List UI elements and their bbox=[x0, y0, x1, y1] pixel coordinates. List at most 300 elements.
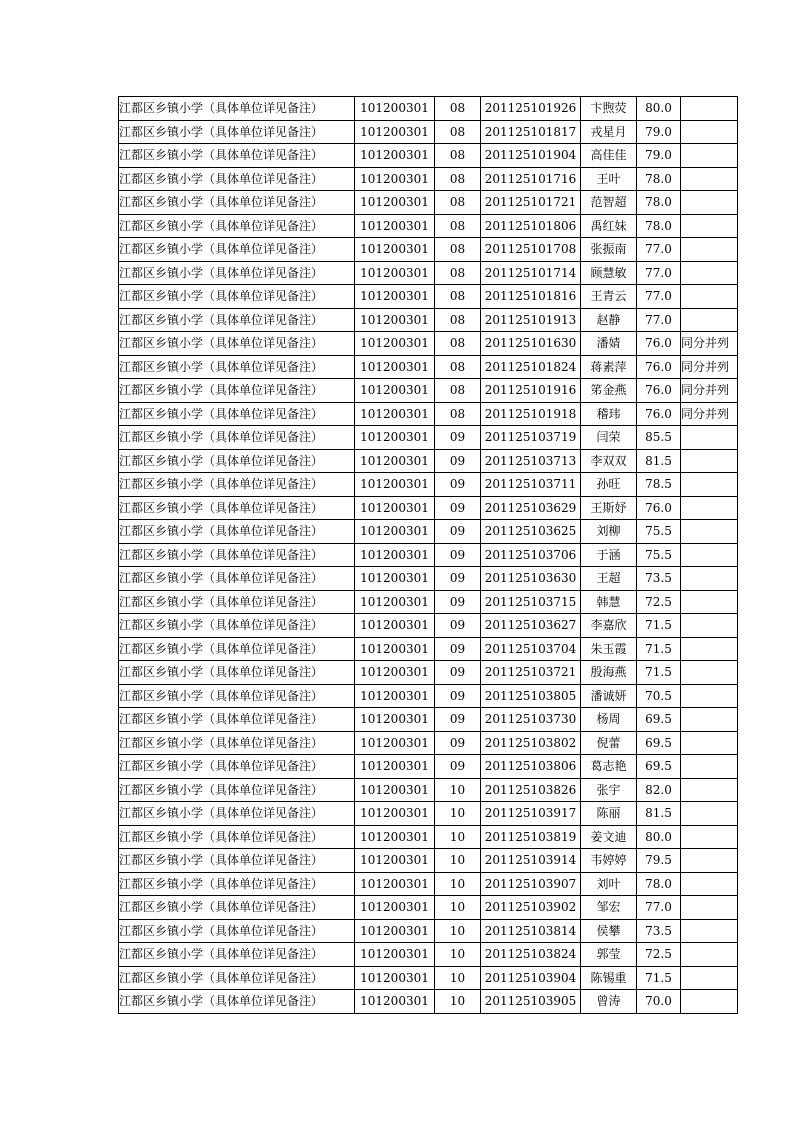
unit-cell: 江都区乡镇小学（具体单位详见备注） bbox=[119, 473, 355, 497]
name-cell: 张振南 bbox=[581, 238, 637, 262]
ticket-number-cell: 201125103904 bbox=[481, 966, 581, 990]
table-row bbox=[119, 966, 738, 990]
table-row bbox=[119, 191, 738, 215]
score-cell: 77.0 bbox=[637, 238, 681, 262]
note-cell bbox=[681, 191, 738, 215]
score-cell: 82.0 bbox=[637, 778, 681, 802]
note-cell: 同分并列 bbox=[681, 332, 738, 356]
ticket-number-cell: 201125103814 bbox=[481, 919, 581, 943]
post-number-cell: 09 bbox=[435, 449, 481, 473]
ticket-number-cell: 201125101816 bbox=[481, 285, 581, 309]
position-code-cell: 101200301 bbox=[355, 708, 435, 732]
position-code-cell: 101200301 bbox=[355, 426, 435, 450]
name-cell: 潘诚妍 bbox=[581, 684, 637, 708]
table-row bbox=[119, 308, 738, 332]
unit-cell: 江都区乡镇小学（具体单位详见备注） bbox=[119, 684, 355, 708]
ticket-number-cell: 201125103625 bbox=[481, 520, 581, 544]
post-number-cell: 09 bbox=[435, 755, 481, 779]
unit-cell: 江都区乡镇小学（具体单位详见备注） bbox=[119, 755, 355, 779]
name-cell: 范智超 bbox=[581, 191, 637, 215]
ticket-number-cell: 201125101630 bbox=[481, 332, 581, 356]
table-row bbox=[119, 896, 738, 920]
ticket-number-cell: 201125103715 bbox=[481, 590, 581, 614]
ticket-number-cell: 201125101708 bbox=[481, 238, 581, 262]
post-number-cell: 08 bbox=[435, 120, 481, 144]
ticket-number-cell: 201125103902 bbox=[481, 896, 581, 920]
unit-cell: 江都区乡镇小学（具体单位详见备注） bbox=[119, 590, 355, 614]
name-cell: 曾涛 bbox=[581, 990, 637, 1014]
table-body bbox=[119, 97, 738, 1014]
ticket-number-cell: 201125103629 bbox=[481, 496, 581, 520]
unit-cell: 江都区乡镇小学（具体单位详见备注） bbox=[119, 308, 355, 332]
table-row bbox=[119, 614, 738, 638]
position-code-cell: 101200301 bbox=[355, 496, 435, 520]
unit-cell: 江都区乡镇小学（具体单位详见备注） bbox=[119, 379, 355, 403]
table-row bbox=[119, 872, 738, 896]
note-cell bbox=[681, 849, 738, 873]
score-cell: 77.0 bbox=[637, 285, 681, 309]
note-cell bbox=[681, 285, 738, 309]
position-code-cell: 101200301 bbox=[355, 120, 435, 144]
position-code-cell: 101200301 bbox=[355, 308, 435, 332]
name-cell: 稽玮 bbox=[581, 402, 637, 426]
post-number-cell: 09 bbox=[435, 684, 481, 708]
ticket-number-cell: 201125101926 bbox=[481, 97, 581, 121]
position-code-cell: 101200301 bbox=[355, 778, 435, 802]
name-cell: 闫荣 bbox=[581, 426, 637, 450]
position-code-cell: 101200301 bbox=[355, 238, 435, 262]
note-cell bbox=[681, 990, 738, 1014]
name-cell: 张宇 bbox=[581, 778, 637, 802]
ticket-number-cell: 201125101817 bbox=[481, 120, 581, 144]
post-number-cell: 10 bbox=[435, 825, 481, 849]
name-cell: 杨周 bbox=[581, 708, 637, 732]
ticket-number-cell: 201125101824 bbox=[481, 355, 581, 379]
ticket-number-cell: 201125103721 bbox=[481, 661, 581, 685]
name-cell: 高佳佳 bbox=[581, 144, 637, 168]
post-number-cell: 08 bbox=[435, 332, 481, 356]
table-row bbox=[119, 802, 738, 826]
name-cell: 韩慧 bbox=[581, 590, 637, 614]
unit-cell: 江都区乡镇小学（具体单位详见备注） bbox=[119, 520, 355, 544]
unit-cell: 江都区乡镇小学（具体单位详见备注） bbox=[119, 355, 355, 379]
ticket-number-cell: 201125103719 bbox=[481, 426, 581, 450]
score-cell: 85.5 bbox=[637, 426, 681, 450]
score-cell: 81.5 bbox=[637, 449, 681, 473]
name-cell: 韦婷婷 bbox=[581, 849, 637, 873]
position-code-cell: 101200301 bbox=[355, 473, 435, 497]
name-cell: 朱玉霞 bbox=[581, 637, 637, 661]
score-cell: 81.5 bbox=[637, 802, 681, 826]
table-row bbox=[119, 144, 738, 168]
score-cell: 78.0 bbox=[637, 191, 681, 215]
table-row bbox=[119, 238, 738, 262]
position-code-cell: 101200301 bbox=[355, 332, 435, 356]
position-code-cell: 101200301 bbox=[355, 261, 435, 285]
unit-cell: 江都区乡镇小学（具体单位详见备注） bbox=[119, 144, 355, 168]
table-row bbox=[119, 473, 738, 497]
post-number-cell: 08 bbox=[435, 308, 481, 332]
note-cell bbox=[681, 496, 738, 520]
name-cell: 倪蕾 bbox=[581, 731, 637, 755]
position-code-cell: 101200301 bbox=[355, 590, 435, 614]
name-cell: 李双双 bbox=[581, 449, 637, 473]
table-row bbox=[119, 825, 738, 849]
unit-cell: 江都区乡镇小学（具体单位详见备注） bbox=[119, 567, 355, 591]
score-cell: 76.0 bbox=[637, 332, 681, 356]
post-number-cell: 09 bbox=[435, 496, 481, 520]
score-cell: 78.0 bbox=[637, 167, 681, 191]
table-row bbox=[119, 167, 738, 191]
name-cell: 潘婧 bbox=[581, 332, 637, 356]
note-cell bbox=[681, 261, 738, 285]
score-cell: 78.0 bbox=[637, 872, 681, 896]
score-cell: 73.5 bbox=[637, 567, 681, 591]
note-cell bbox=[681, 872, 738, 896]
ticket-number-cell: 201125103914 bbox=[481, 849, 581, 873]
position-code-cell: 101200301 bbox=[355, 825, 435, 849]
note-cell bbox=[681, 473, 738, 497]
unit-cell: 江都区乡镇小学（具体单位详见备注） bbox=[119, 614, 355, 638]
ticket-number-cell: 201125103730 bbox=[481, 708, 581, 732]
post-number-cell: 08 bbox=[435, 402, 481, 426]
post-number-cell: 10 bbox=[435, 990, 481, 1014]
table-row bbox=[119, 590, 738, 614]
score-cell: 76.0 bbox=[637, 379, 681, 403]
note-cell bbox=[681, 449, 738, 473]
name-cell: 刘柳 bbox=[581, 520, 637, 544]
unit-cell: 江都区乡镇小学（具体单位详见备注） bbox=[119, 120, 355, 144]
table-row bbox=[119, 849, 738, 873]
note-cell bbox=[681, 755, 738, 779]
score-cell: 77.0 bbox=[637, 896, 681, 920]
score-cell: 79.0 bbox=[637, 120, 681, 144]
score-cell: 77.0 bbox=[637, 261, 681, 285]
name-cell: 王叶 bbox=[581, 167, 637, 191]
post-number-cell: 10 bbox=[435, 966, 481, 990]
position-code-cell: 101200301 bbox=[355, 567, 435, 591]
note-cell bbox=[681, 567, 738, 591]
name-cell: 侯攀 bbox=[581, 919, 637, 943]
post-number-cell: 09 bbox=[435, 731, 481, 755]
score-cell: 71.5 bbox=[637, 966, 681, 990]
table-row bbox=[119, 355, 738, 379]
unit-cell: 江都区乡镇小学（具体单位详见备注） bbox=[119, 261, 355, 285]
post-number-cell: 10 bbox=[435, 919, 481, 943]
position-code-cell: 101200301 bbox=[355, 731, 435, 755]
note-cell bbox=[681, 778, 738, 802]
score-cell: 79.0 bbox=[637, 144, 681, 168]
ticket-number-cell: 201125101714 bbox=[481, 261, 581, 285]
unit-cell: 江都区乡镇小学（具体单位详见备注） bbox=[119, 285, 355, 309]
position-code-cell: 101200301 bbox=[355, 849, 435, 873]
score-cell: 78.5 bbox=[637, 473, 681, 497]
post-number-cell: 10 bbox=[435, 896, 481, 920]
name-cell: 王超 bbox=[581, 567, 637, 591]
unit-cell: 江都区乡镇小学（具体单位详见备注） bbox=[119, 191, 355, 215]
note-cell bbox=[681, 684, 738, 708]
post-number-cell: 09 bbox=[435, 590, 481, 614]
note-cell bbox=[681, 590, 738, 614]
position-code-cell: 101200301 bbox=[355, 802, 435, 826]
table-row bbox=[119, 990, 738, 1014]
ticket-number-cell: 201125103711 bbox=[481, 473, 581, 497]
position-code-cell: 101200301 bbox=[355, 919, 435, 943]
name-cell: 戎星月 bbox=[581, 120, 637, 144]
ticket-number-cell: 201125103907 bbox=[481, 872, 581, 896]
note-cell bbox=[681, 614, 738, 638]
name-cell: 顾慧敏 bbox=[581, 261, 637, 285]
table-row bbox=[119, 426, 738, 450]
table-row bbox=[119, 778, 738, 802]
table-row bbox=[119, 496, 738, 520]
score-cell: 77.0 bbox=[637, 308, 681, 332]
position-code-cell: 101200301 bbox=[355, 943, 435, 967]
score-cell: 75.5 bbox=[637, 520, 681, 544]
name-cell: 卞煦荧 bbox=[581, 97, 637, 121]
post-number-cell: 08 bbox=[435, 285, 481, 309]
unit-cell: 江都区乡镇小学（具体单位详见备注） bbox=[119, 731, 355, 755]
ticket-number-cell: 201125103630 bbox=[481, 567, 581, 591]
score-cell: 80.0 bbox=[637, 97, 681, 121]
ticket-number-cell: 201125103824 bbox=[481, 943, 581, 967]
post-number-cell: 09 bbox=[435, 567, 481, 591]
note-cell: 同分并列 bbox=[681, 355, 738, 379]
table-row bbox=[119, 919, 738, 943]
score-cell: 69.5 bbox=[637, 708, 681, 732]
name-cell: 李嘉欣 bbox=[581, 614, 637, 638]
name-cell: 陈丽 bbox=[581, 802, 637, 826]
unit-cell: 江都区乡镇小学（具体单位详见备注） bbox=[119, 543, 355, 567]
ticket-number-cell: 201125103706 bbox=[481, 543, 581, 567]
unit-cell: 江都区乡镇小学（具体单位详见备注） bbox=[119, 849, 355, 873]
unit-cell: 江都区乡镇小学（具体单位详见备注） bbox=[119, 426, 355, 450]
post-number-cell: 08 bbox=[435, 214, 481, 238]
table-row bbox=[119, 332, 738, 356]
name-cell: 陈锡重 bbox=[581, 966, 637, 990]
note-cell: 同分并列 bbox=[681, 402, 738, 426]
post-number-cell: 09 bbox=[435, 473, 481, 497]
post-number-cell: 09 bbox=[435, 543, 481, 567]
position-code-cell: 101200301 bbox=[355, 520, 435, 544]
post-number-cell: 08 bbox=[435, 191, 481, 215]
note-cell bbox=[681, 661, 738, 685]
unit-cell: 江都区乡镇小学（具体单位详见备注） bbox=[119, 496, 355, 520]
unit-cell: 江都区乡镇小学（具体单位详见备注） bbox=[119, 637, 355, 661]
post-number-cell: 08 bbox=[435, 355, 481, 379]
ticket-number-cell: 201125101916 bbox=[481, 379, 581, 403]
ticket-number-cell: 201125103713 bbox=[481, 449, 581, 473]
position-code-cell: 101200301 bbox=[355, 402, 435, 426]
name-cell: 殷海燕 bbox=[581, 661, 637, 685]
score-cell: 75.5 bbox=[637, 543, 681, 567]
unit-cell: 江都区乡镇小学（具体单位详见备注） bbox=[119, 332, 355, 356]
position-code-cell: 101200301 bbox=[355, 285, 435, 309]
post-number-cell: 08 bbox=[435, 97, 481, 121]
post-number-cell: 10 bbox=[435, 849, 481, 873]
post-number-cell: 10 bbox=[435, 943, 481, 967]
post-number-cell: 08 bbox=[435, 238, 481, 262]
name-cell: 王斯妤 bbox=[581, 496, 637, 520]
name-cell: 于涵 bbox=[581, 543, 637, 567]
score-cell: 79.5 bbox=[637, 849, 681, 873]
post-number-cell: 10 bbox=[435, 778, 481, 802]
post-number-cell: 08 bbox=[435, 379, 481, 403]
note-cell bbox=[681, 543, 738, 567]
post-number-cell: 09 bbox=[435, 614, 481, 638]
unit-cell: 江都区乡镇小学（具体单位详见备注） bbox=[119, 896, 355, 920]
note-cell bbox=[681, 825, 738, 849]
note-cell bbox=[681, 966, 738, 990]
unit-cell: 江都区乡镇小学（具体单位详见备注） bbox=[119, 802, 355, 826]
ticket-number-cell: 201125103802 bbox=[481, 731, 581, 755]
note-cell: 同分并列 bbox=[681, 379, 738, 403]
note-cell bbox=[681, 708, 738, 732]
position-code-cell: 101200301 bbox=[355, 191, 435, 215]
score-cell: 69.5 bbox=[637, 755, 681, 779]
table-row bbox=[119, 449, 738, 473]
unit-cell: 江都区乡镇小学（具体单位详见备注） bbox=[119, 708, 355, 732]
unit-cell: 江都区乡镇小学（具体单位详见备注） bbox=[119, 919, 355, 943]
score-cell: 71.5 bbox=[637, 614, 681, 638]
position-code-cell: 101200301 bbox=[355, 379, 435, 403]
ticket-number-cell: 201125101918 bbox=[481, 402, 581, 426]
ticket-number-cell: 201125101721 bbox=[481, 191, 581, 215]
name-cell: 郭莹 bbox=[581, 943, 637, 967]
post-number-cell: 08 bbox=[435, 144, 481, 168]
name-cell: 蒋素萍 bbox=[581, 355, 637, 379]
ticket-number-cell: 201125103806 bbox=[481, 755, 581, 779]
table-row bbox=[119, 684, 738, 708]
ticket-number-cell: 201125101913 bbox=[481, 308, 581, 332]
unit-cell: 江都区乡镇小学（具体单位详见备注） bbox=[119, 238, 355, 262]
ticket-number-cell: 201125103805 bbox=[481, 684, 581, 708]
table-row bbox=[119, 567, 738, 591]
position-code-cell: 101200301 bbox=[355, 543, 435, 567]
unit-cell: 江都区乡镇小学（具体单位详见备注） bbox=[119, 990, 355, 1014]
post-number-cell: 09 bbox=[435, 708, 481, 732]
position-code-cell: 101200301 bbox=[355, 637, 435, 661]
note-cell bbox=[681, 97, 738, 121]
position-code-cell: 101200301 bbox=[355, 97, 435, 121]
note-cell bbox=[681, 238, 738, 262]
unit-cell: 江都区乡镇小学（具体单位详见备注） bbox=[119, 825, 355, 849]
ticket-number-cell: 201125103826 bbox=[481, 778, 581, 802]
position-code-cell: 101200301 bbox=[355, 167, 435, 191]
position-code-cell: 101200301 bbox=[355, 661, 435, 685]
note-cell bbox=[681, 120, 738, 144]
name-cell: 姜文迪 bbox=[581, 825, 637, 849]
score-cell: 76.0 bbox=[637, 402, 681, 426]
ticket-number-cell: 201125103704 bbox=[481, 637, 581, 661]
unit-cell: 江都区乡镇小学（具体单位详见备注） bbox=[119, 449, 355, 473]
unit-cell: 江都区乡镇小学（具体单位详见备注） bbox=[119, 214, 355, 238]
position-code-cell: 101200301 bbox=[355, 144, 435, 168]
note-cell bbox=[681, 520, 738, 544]
note-cell bbox=[681, 426, 738, 450]
ticket-number-cell: 201125103819 bbox=[481, 825, 581, 849]
post-number-cell: 09 bbox=[435, 637, 481, 661]
position-code-cell: 101200301 bbox=[355, 896, 435, 920]
note-cell bbox=[681, 144, 738, 168]
score-cell: 78.0 bbox=[637, 214, 681, 238]
unit-cell: 江都区乡镇小学（具体单位详见备注） bbox=[119, 778, 355, 802]
position-code-cell: 101200301 bbox=[355, 449, 435, 473]
ticket-number-cell: 201125101806 bbox=[481, 214, 581, 238]
results-table bbox=[118, 96, 738, 1014]
unit-cell: 江都区乡镇小学（具体单位详见备注） bbox=[119, 167, 355, 191]
name-cell: 邹宏 bbox=[581, 896, 637, 920]
table-row bbox=[119, 661, 738, 685]
ticket-number-cell: 201125103905 bbox=[481, 990, 581, 1014]
name-cell: 禹红妹 bbox=[581, 214, 637, 238]
position-code-cell: 101200301 bbox=[355, 684, 435, 708]
unit-cell: 江都区乡镇小学（具体单位详见备注） bbox=[119, 943, 355, 967]
position-code-cell: 101200301 bbox=[355, 214, 435, 238]
score-cell: 70.0 bbox=[637, 990, 681, 1014]
unit-cell: 江都区乡镇小学（具体单位详见备注） bbox=[119, 872, 355, 896]
unit-cell: 江都区乡镇小学（具体单位详见备注） bbox=[119, 402, 355, 426]
score-cell: 71.5 bbox=[637, 637, 681, 661]
table-row bbox=[119, 214, 738, 238]
note-cell bbox=[681, 802, 738, 826]
score-cell: 80.0 bbox=[637, 825, 681, 849]
table-row bbox=[119, 97, 738, 121]
name-cell: 笫金燕 bbox=[581, 379, 637, 403]
post-number-cell: 10 bbox=[435, 872, 481, 896]
note-cell bbox=[681, 214, 738, 238]
unit-cell: 江都区乡镇小学（具体单位详见备注） bbox=[119, 97, 355, 121]
table-row bbox=[119, 120, 738, 144]
post-number-cell: 08 bbox=[435, 167, 481, 191]
score-cell: 70.5 bbox=[637, 684, 681, 708]
ticket-number-cell: 201125103917 bbox=[481, 802, 581, 826]
score-cell: 76.0 bbox=[637, 496, 681, 520]
score-cell: 72.5 bbox=[637, 943, 681, 967]
name-cell: 葛志艳 bbox=[581, 755, 637, 779]
position-code-cell: 101200301 bbox=[355, 614, 435, 638]
table-row bbox=[119, 379, 738, 403]
table-row bbox=[119, 731, 738, 755]
table-row bbox=[119, 520, 738, 544]
note-cell bbox=[681, 896, 738, 920]
score-cell: 76.0 bbox=[637, 355, 681, 379]
name-cell: 王青云 bbox=[581, 285, 637, 309]
ticket-number-cell: 201125103627 bbox=[481, 614, 581, 638]
position-code-cell: 101200301 bbox=[355, 966, 435, 990]
position-code-cell: 101200301 bbox=[355, 872, 435, 896]
note-cell bbox=[681, 919, 738, 943]
table-row bbox=[119, 755, 738, 779]
ticket-number-cell: 201125101904 bbox=[481, 144, 581, 168]
name-cell: 孙旺 bbox=[581, 473, 637, 497]
score-cell: 69.5 bbox=[637, 731, 681, 755]
post-number-cell: 09 bbox=[435, 426, 481, 450]
name-cell: 刘叶 bbox=[581, 872, 637, 896]
score-cell: 73.5 bbox=[637, 919, 681, 943]
position-code-cell: 101200301 bbox=[355, 355, 435, 379]
table-row bbox=[119, 261, 738, 285]
table-row bbox=[119, 285, 738, 309]
note-cell bbox=[681, 308, 738, 332]
unit-cell: 江都区乡镇小学（具体单位详见备注） bbox=[119, 661, 355, 685]
note-cell bbox=[681, 731, 738, 755]
table-row bbox=[119, 543, 738, 567]
table-row bbox=[119, 402, 738, 426]
post-number-cell: 08 bbox=[435, 261, 481, 285]
note-cell bbox=[681, 637, 738, 661]
post-number-cell: 10 bbox=[435, 802, 481, 826]
